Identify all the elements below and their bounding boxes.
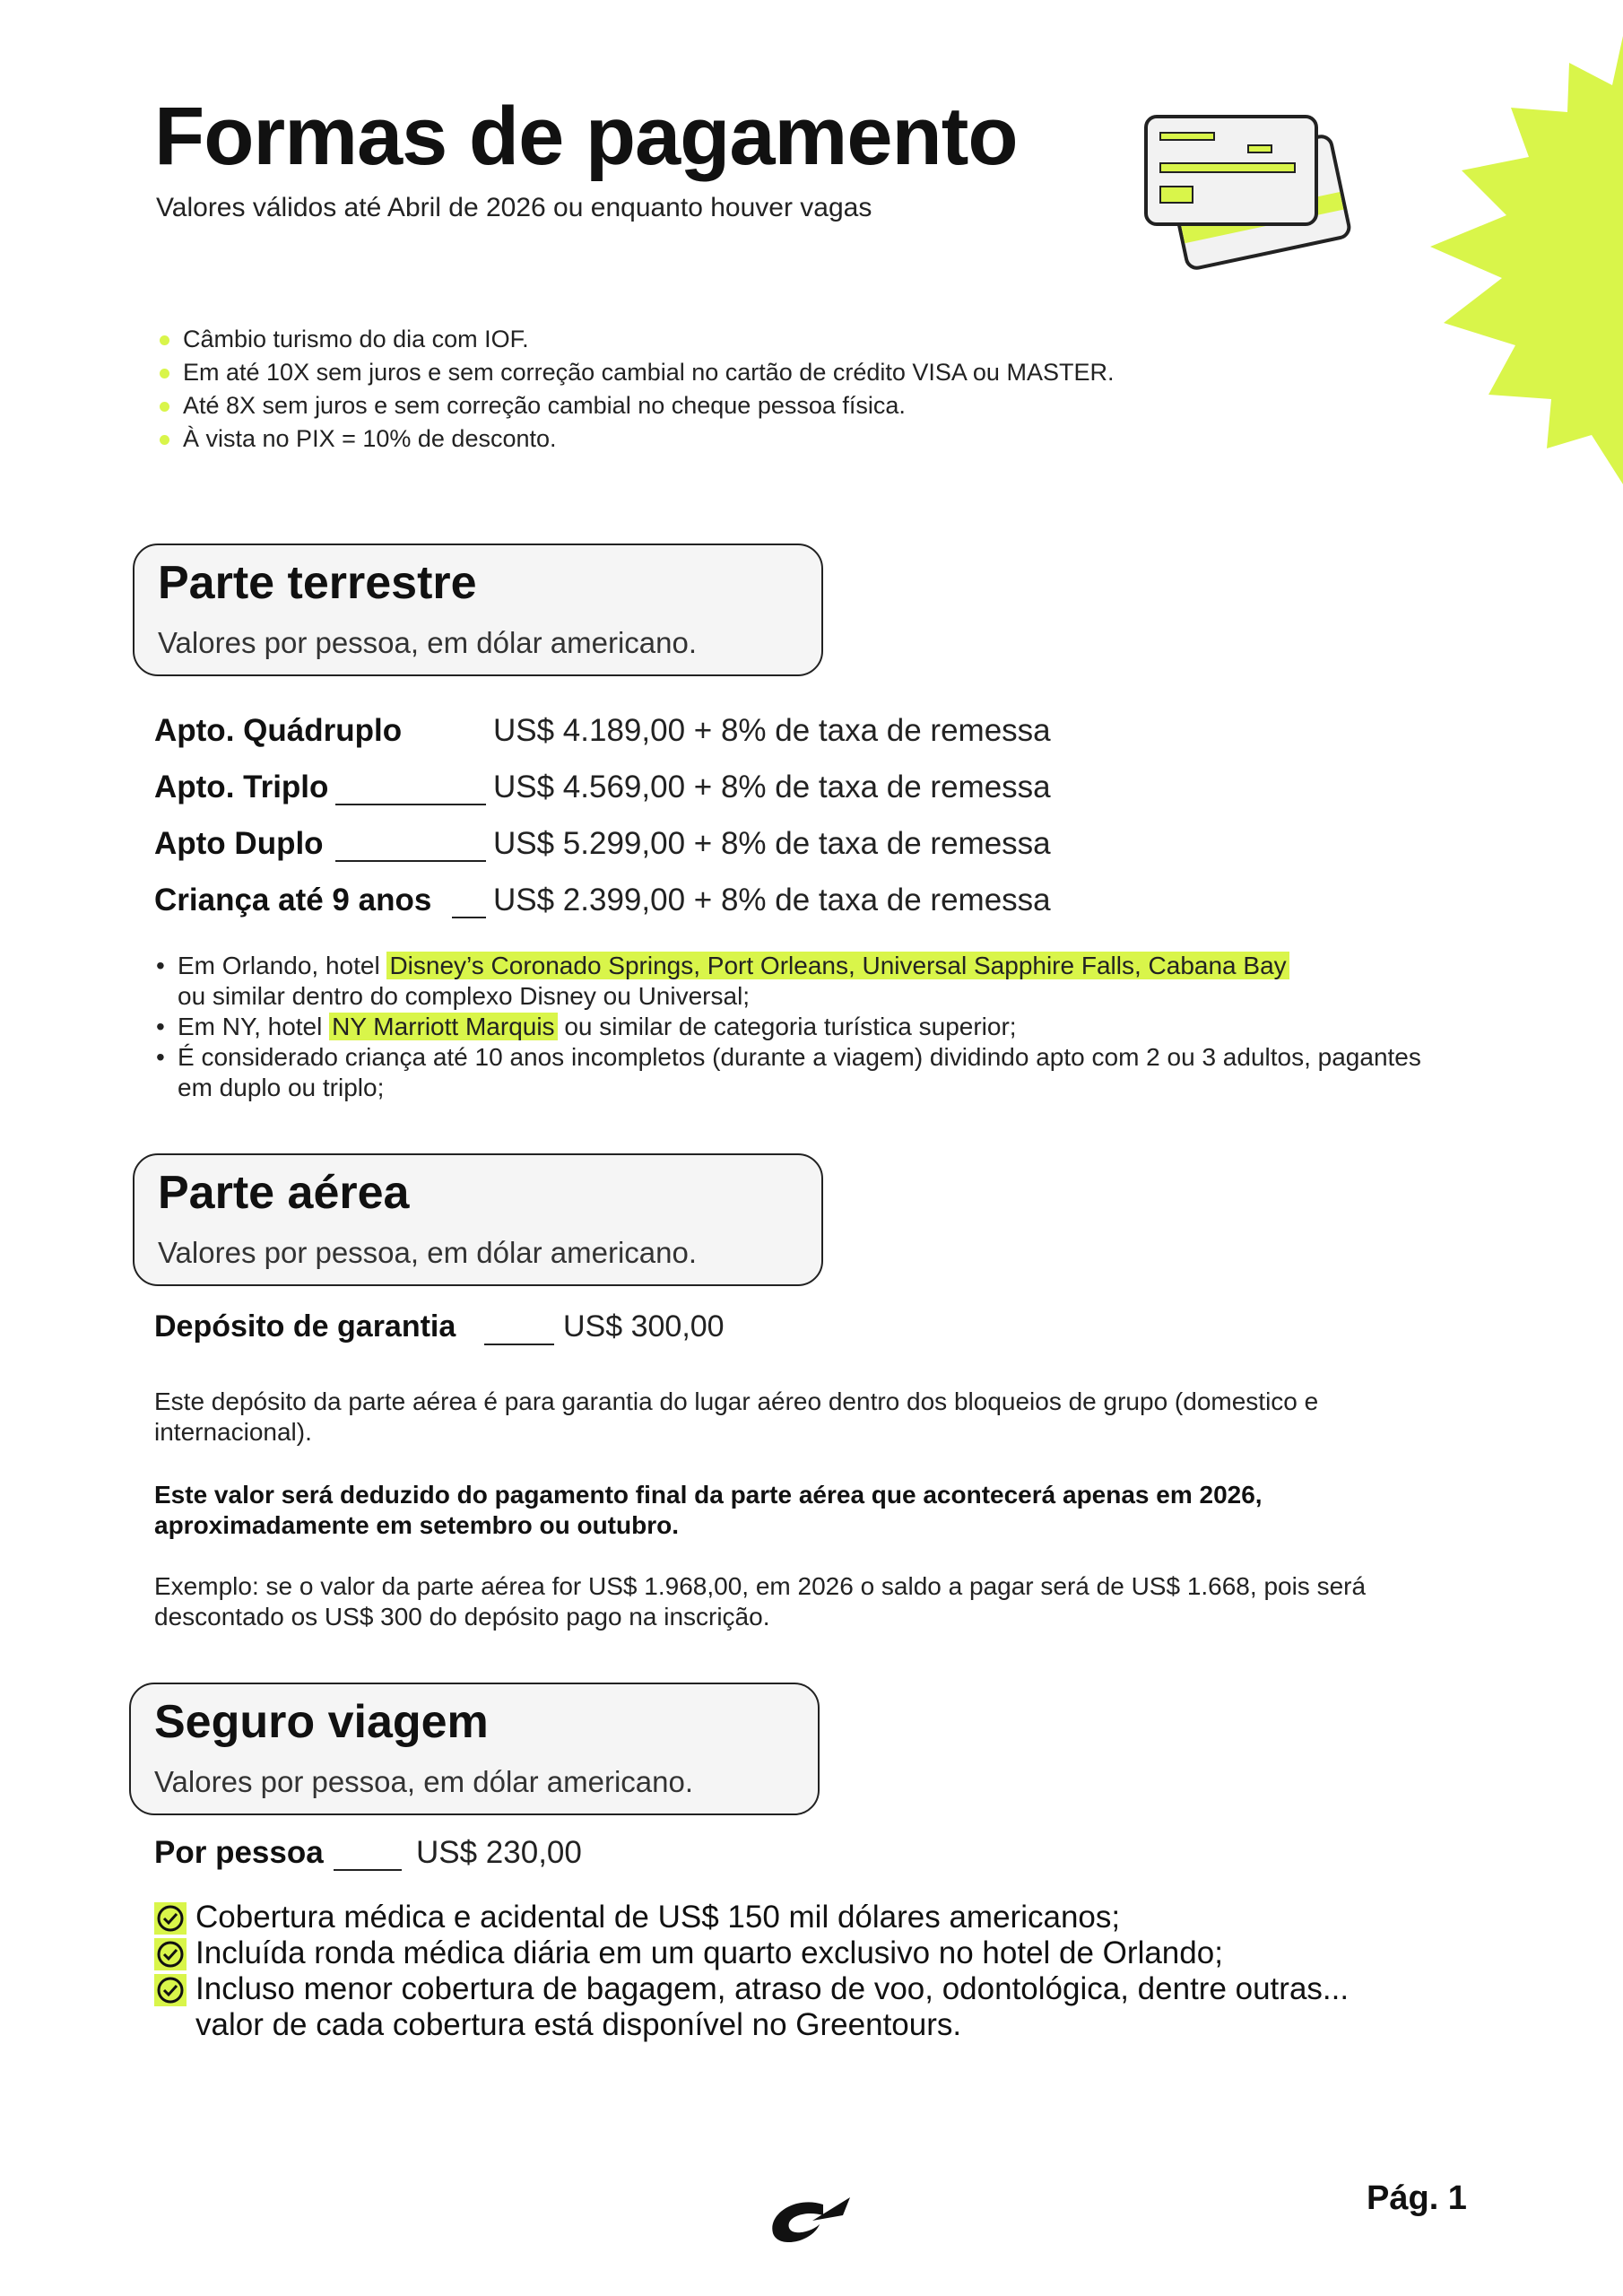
section-subtitle: Valores por pessoa, em dólar americano. bbox=[154, 1765, 694, 1798]
terrestre-notes bbox=[154, 951, 1481, 1103]
section-header-terrestre bbox=[133, 544, 823, 676]
check-circle-icon bbox=[154, 1902, 187, 1935]
check-circle-icon bbox=[154, 1974, 187, 2006]
highlight-hotels-orlando: Disney’s Coronado Springs, Port Orleans, Universal Sapphire Falls, Cabana Bay bbox=[386, 952, 1289, 979]
page-subtitle: Valores válidos até Abril de 2026 ou enquanto houver vagas bbox=[156, 193, 872, 222]
leader-line bbox=[452, 917, 486, 918]
highlight-hotel-ny: NY Marriott Marquis bbox=[329, 1013, 557, 1040]
seguro-coverage-list bbox=[154, 1900, 1410, 2043]
list-item: Câmbio turismo do dia com IOF. bbox=[156, 323, 1114, 356]
price-label: Apto. Quádruplo bbox=[154, 713, 403, 748]
price-value: US$ 4.569,00 + 8% de taxa de remessa bbox=[493, 770, 1051, 804]
aerea-paragraph-3: Exemplo: se o valor da parte aérea for US$ 1.968,00, em 2026 o saldo a pagar será de US$ 1.668, pois será descontado os US$ 300 do depósito pago na inscrição. bbox=[154, 1572, 1367, 1631]
price-value: US$ 5.299,00 + 8% de taxa de remessa bbox=[493, 826, 1051, 861]
price-label: Apto Duplo bbox=[154, 826, 324, 861]
list-item: À vista no PIX = 10% de desconto. bbox=[156, 422, 1114, 456]
price-label: Criança até 9 anos bbox=[154, 883, 432, 918]
price-label: Por pessoa bbox=[154, 1835, 324, 1870]
price-value: US$ 4.189,00 + 8% de taxa de remessa bbox=[493, 713, 1051, 748]
list-item: • Em NY, hotel NY Marriott Marquis ou similar de categoria turística superior; bbox=[156, 1013, 1017, 1040]
list-item: Incluso menor cobertura de bagagem, atraso de voo, odontológica, dentre outras... valor de cada cobertura está disponível no Greentours. bbox=[154, 1971, 1410, 2043]
bullet-dot-icon bbox=[160, 435, 169, 445]
deposit-value: US$ 300,00 bbox=[563, 1309, 725, 1344]
section-title: Parte aérea bbox=[158, 1167, 410, 1219]
page-title: Formas de pagamento bbox=[154, 91, 1018, 182]
aerea-paragraph-2: Este valor será deduzido do pagamento final da parte aérea que acontecerá apenas em 2026, aproximadamente em setembro ou outubro. bbox=[154, 1481, 1263, 1539]
page-number: Pág. 1 bbox=[1367, 2179, 1467, 2217]
aerea-paragraph-1: Este depósito da parte aérea é para garantia do lugar aéreo dentro dos bloqueios de grupo (domestico e internacional). bbox=[154, 1387, 1319, 1446]
list-item: • É considerado criança até 10 anos incompletos (durante a viagem) dividindo apto com 2 ou 3 adultos, pagantes em duplo ou triplo; bbox=[156, 1043, 1421, 1101]
section-title: Parte terrestre bbox=[158, 557, 477, 609]
list-item: Em até 10X sem juros e sem correção cambial no cartão de crédito VISA ou MASTER. bbox=[156, 356, 1114, 389]
leader-line bbox=[334, 1869, 402, 1871]
list-item: Até 8X sem juros e sem correção cambial no cheque pessoa física. bbox=[156, 389, 1114, 422]
section-header-aerea bbox=[133, 1153, 823, 1286]
price-label: Apto. Triplo bbox=[154, 770, 329, 804]
bullet-dot-icon bbox=[160, 402, 169, 412]
leader-line bbox=[484, 1344, 554, 1345]
section-title: Seguro viagem bbox=[154, 1696, 489, 1748]
list-item: • Em Orlando, hotel Disney’s Coronado Springs, Port Orleans, Universal Sapphire Falls, Cabana Bay ou similar dentro do complexo Disney ou Universal; bbox=[154, 951, 1481, 1012]
check-circle-icon bbox=[154, 1938, 187, 1970]
section-header-seguro bbox=[129, 1683, 820, 1815]
leader-line bbox=[335, 804, 486, 805]
bullet-dot-icon bbox=[160, 369, 169, 378]
section-subtitle: Valores por pessoa, em dólar americano. bbox=[158, 626, 698, 659]
deposit-label: Depósito de garantia bbox=[154, 1309, 456, 1344]
sunburst-decoration bbox=[1417, 36, 1623, 484]
list-item: Cobertura médica e acidental de US$ 150 mil dólares americanos; bbox=[154, 1900, 1410, 1935]
list-item: Incluída ronda médica diária em um quarto exclusivo no hotel de Orlando; bbox=[154, 1935, 1410, 1971]
section-subtitle: Valores por pessoa, em dólar americano. bbox=[158, 1236, 698, 1269]
price-value: US$ 2.399,00 + 8% de taxa de remessa bbox=[493, 883, 1051, 918]
price-value: US$ 230,00 bbox=[416, 1835, 582, 1870]
leader-line bbox=[335, 860, 486, 862]
greentours-logo-icon bbox=[760, 2188, 859, 2251]
bullet-dot-icon bbox=[160, 335, 169, 345]
payment-options-list bbox=[156, 323, 1114, 456]
credit-card-icon bbox=[1139, 108, 1354, 278]
